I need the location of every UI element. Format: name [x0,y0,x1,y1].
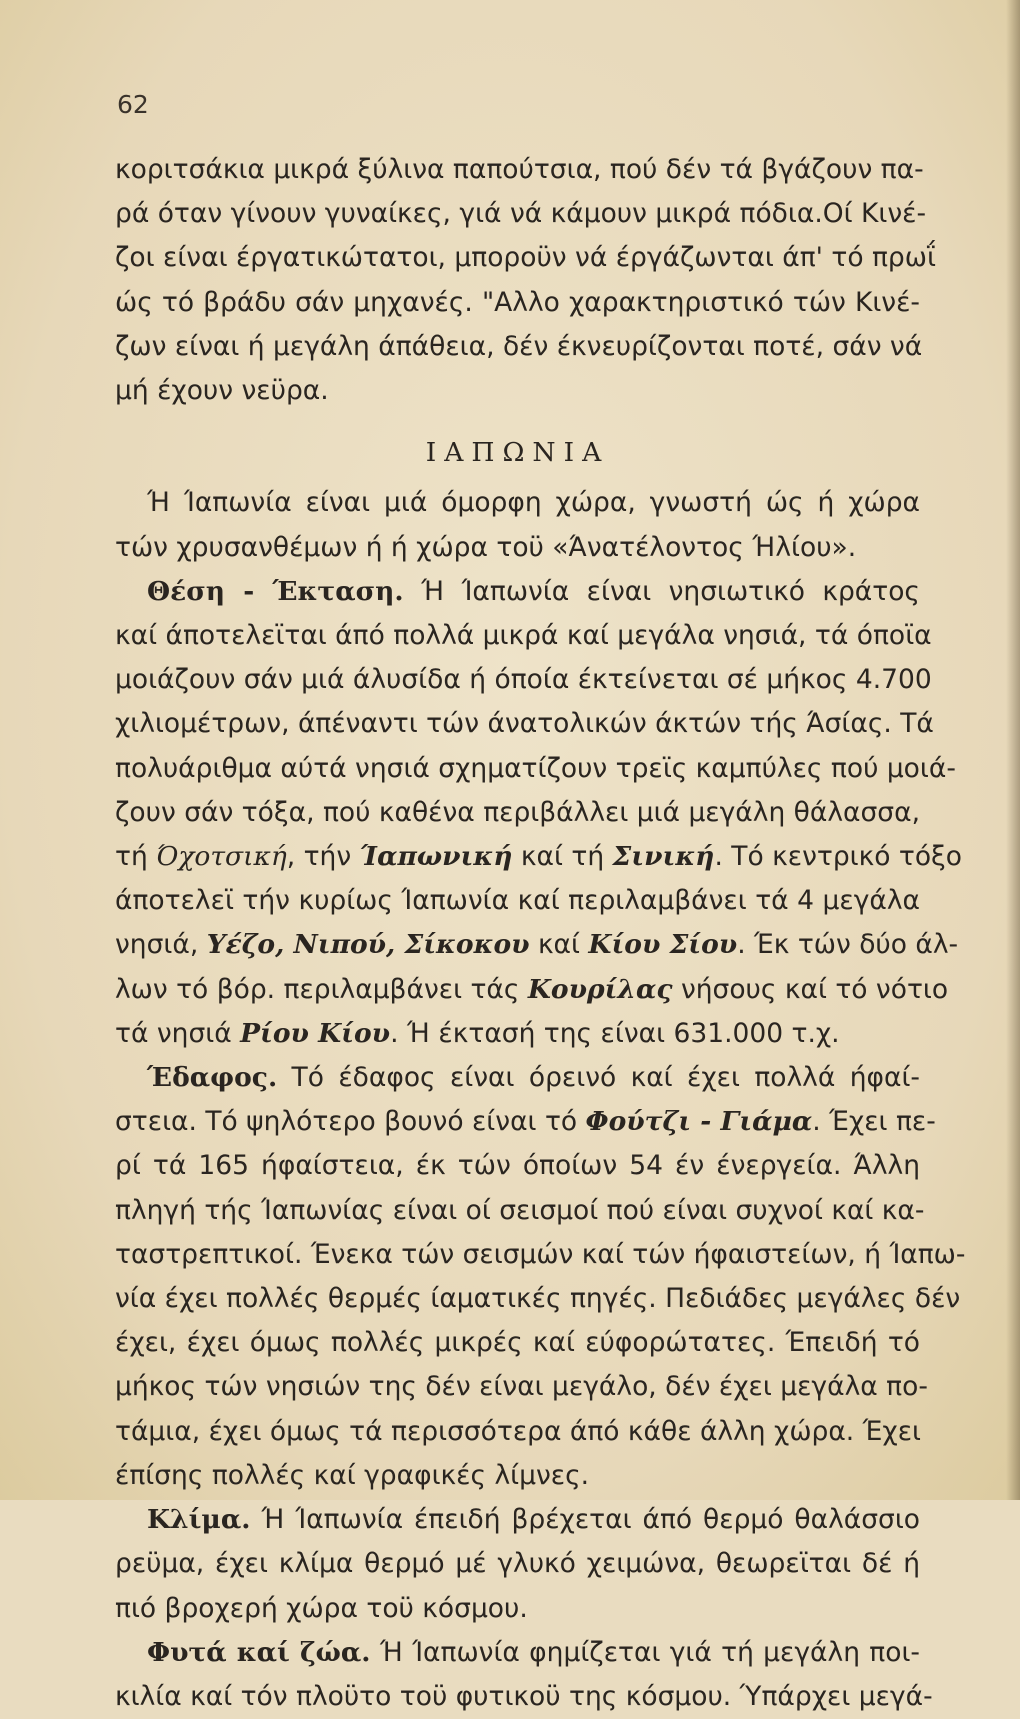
page-number: 62 [117,90,149,119]
place-name: Ρίου Κίου [240,1017,391,1049]
text-span: νησιά, [115,929,207,961]
text-line: άποτελεϊ τήν κυρίως Ίαπωνία καί περιλαμβάνει τά 4 μεγάλα [115,885,920,917]
text-line [115,1498,920,1542]
text-line: ρί τά 165 ήφαίστεια, έκ τών όποίων 54 έν ένεργεία. Άλλη [115,1150,920,1182]
text-span: . Ή έκτασή της είναι 631.000 τ.χ. [390,1017,840,1049]
text-line: καί άποτελεϊται άπό πολλά μικρά καί μεγάλα νησιά, τά όποϊα [115,620,932,652]
text-span: καί τή [512,841,613,873]
text-span: Ή Ίαπωνία φημίζεται γιά τή μεγάλη ποι- [370,1636,920,1668]
text-line [115,1056,920,1100]
text-span: καί [529,929,589,961]
place-name: Ίαπωνική [359,841,513,873]
text-span: τά νησιά [115,1017,241,1049]
subsection-label: Έδαφος. [147,1062,278,1094]
text-line [115,1100,936,1144]
text-span: στεια. Τό ψηλότερο βουνό είναι τό [115,1106,586,1138]
subsection-label: Θέση - Έκταση. [147,575,404,607]
text-span: λων τό βόρ. περιλαμβάνει τάς [115,973,528,1005]
text-line: πληγή τής Ίαπωνίας είναι οί σεισμοί πού είναι συχνοί καί κα- [115,1194,925,1226]
place-name: Όχοτσική [156,841,287,873]
text-line: πιό βροχερή χώρα τοϋ κόσμου. [115,1592,528,1624]
text-line: Ή Ίαπωνία είναι μιά όμορφη χώρα, γνωστή ώς ή χώρα [147,487,920,519]
text-line: ζουν σάν τόξα, πού καθένα περιβάλλει μιά μεγάλη θάλασσα, [115,796,920,828]
subsection-label: Κλίμα. [147,1504,251,1536]
subsection-label: Φυτά καί ζώα. [147,1636,371,1668]
text-line: ζων είναι ή μεγάλη άπάθεια, δέν έκνευρίζονται ποτέ, σάν νά [115,330,923,362]
text-line [115,835,963,879]
text-line: κοριτσάκια μικρά ξύλινα παπούτσια, πού δέν τά βγάζουν πα- [115,154,924,185]
text-line: τών χρυσανθέμων ή ή χώρα τοϋ «Άνατέλοντος Ήλίου». [115,531,857,563]
text-line: πολυάριθμα αύτά νησιά σχηματίζουν τρεϊς καμπύλες πού μοιά- [115,752,956,784]
text-line: τάμια, έχει όμως τά περισσότερα άπό κάθε άλλη χώρα. Έχει [115,1415,922,1447]
text-line: μοιάζουν σάν μιά άλυσίδα ή όποία έκτείνεται σέ μήκος 4.700 [115,664,932,696]
text-span: τή [115,841,157,873]
page-edge-shadow [1006,0,1020,1500]
text-line: έπίσης πολλές καί γραφικές λίμνες. [115,1459,590,1491]
text-line: ρά όταν γίνουν γυναίκες, γιά νά κάμουν μικρά πόδια.Οί Κινέ- [115,198,927,230]
text-span: . Τό κεντρικό τόξο [714,841,963,873]
text-span: Τό έδαφος είναι όρεινό καί έχει πολλά ήφαί- [277,1062,920,1094]
text-line [115,570,920,614]
place-name: Κίου Σίου [588,929,738,961]
text-span: Ή Ίαπωνία έπειδή βρέχεται άπό θερμό θαλάσσιο [250,1504,920,1536]
text-span: . Έκ τών δύο άλ- [737,929,959,961]
text-span: νήσους καί τό νότιο [672,973,949,1005]
text-line: ζοι είναι έργατικώτατοι, μποροϋν νά έργάζωνται άπ' τό πρωΐ [115,242,936,274]
text-line: ρεϋμα, έχει κλίμα θερμό μέ γλυκό χειμώνα, θεωρεϊται δέ ή [115,1548,920,1580]
place-name: Κουρίλας [527,973,673,1005]
text-span: Ή Ίαπωνία είναι νησιωτικό κράτος [403,575,920,607]
place-name: Φούτζι - Γιάμα [585,1106,813,1138]
text-line: νία έχει πολλές θερμές ίαματικές πηγές. Πεδιάδες μεγάλες δέν [115,1283,961,1315]
text-line: ταστρεπτικοί. Ένεκα τών σεισμών καί τών ήφαιστείων, ή Ίαπω- [115,1238,966,1270]
text-line: έχει, έχει όμως πολλές μικρές καί εύφορώτατες. Έπειδή τό [115,1327,920,1359]
text-span: , τήν [286,841,360,873]
text-line [115,1012,920,1056]
text-line: χιλιομέτρων, άπέναντι τών άνατολικών άκτών τής Άσίας. Τά [115,708,934,740]
section-heading: ΙΑΠΩΝΙΑ [425,437,610,469]
text-line: μή έχουν νεϋρα. [115,375,329,407]
text-span: . Έχει πε- [812,1106,936,1138]
place-name: Σινική [612,841,715,873]
place-name: Υέζο, Νιπού, Σίκοκου [206,929,530,961]
body-text [115,148,966,1719]
text-line: μήκος τών νησιών της δέν είναι μεγάλο, δέν έχει μεγάλα πο- [115,1371,928,1403]
text-line: ώς τό βράδυ σάν μηχανές. "Αλλο χαρακτηριστικό τών Κινέ- [115,286,920,318]
text-line: κιλία καί τόν πλοϋτο τοϋ φυτικοϋ της κόσμου. Ύπάρχει μεγά- [115,1680,933,1712]
text-line [115,1631,920,1675]
text-line [115,968,949,1012]
text-line [115,923,959,967]
